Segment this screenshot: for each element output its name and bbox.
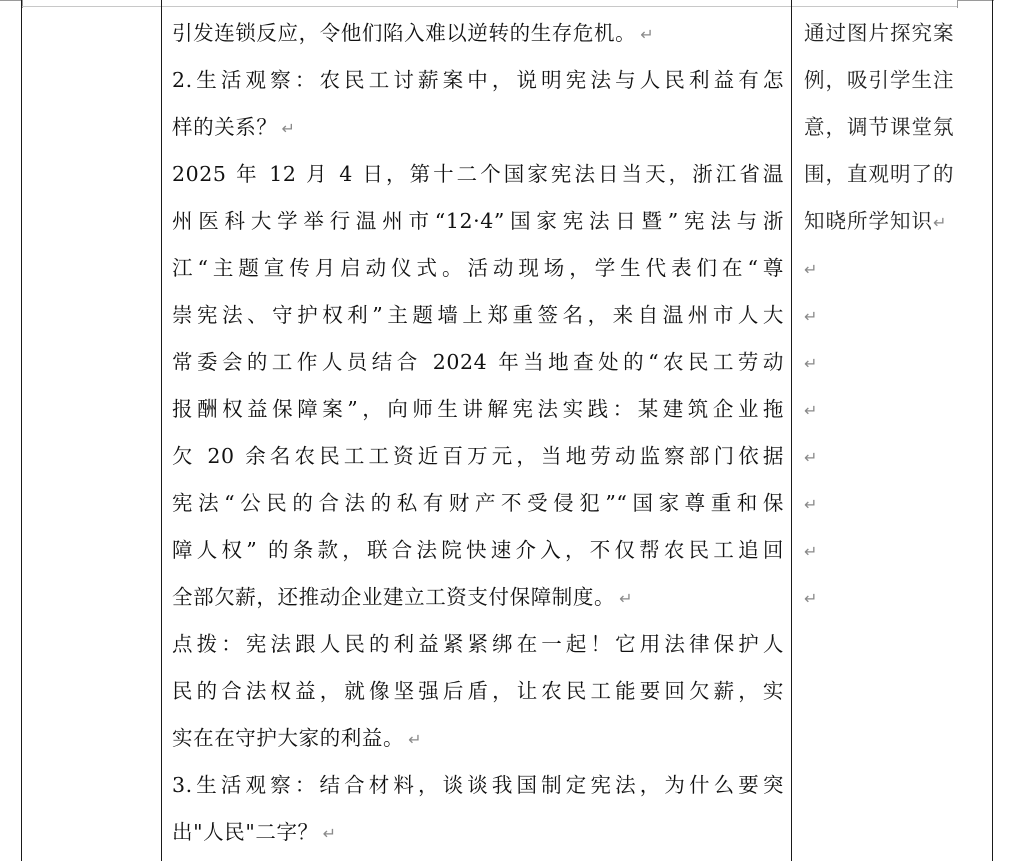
- content-line-text: 引发连锁反应，令他们陷入难以逆转的生存危机。: [172, 21, 637, 45]
- content-line: [172, 527, 784, 574]
- content-line: [172, 10, 784, 57]
- content-line-text: 实在在守护大家的利益。: [172, 726, 405, 750]
- content-line: [172, 715, 784, 762]
- paragraph-return-icon: ↵: [804, 401, 819, 420]
- content-line: [172, 433, 784, 480]
- content-line-text: 2025 年 12 月 4 日，第十二个国家宪法日当天，浙江省温: [172, 162, 784, 186]
- paragraph-return-icon: ↵: [804, 495, 819, 514]
- table-border-right: [992, 0, 993, 861]
- table-divider-1: [161, 0, 162, 861]
- content-line-text: 全部欠薪，还推动企业建立工资支付保障制度。: [172, 585, 616, 609]
- lesson-content-column: [172, 10, 784, 856]
- content-line-text: 点拨：宪法跟人民的利益紧紧绑在一起！它用法律保护人: [172, 632, 784, 656]
- paragraph-return-icon: ↵: [640, 25, 655, 44]
- intent-line: [804, 57, 979, 104]
- paragraph-return-icon: ↵: [804, 354, 819, 373]
- intent-line-text: 知晓所学知识: [804, 209, 933, 233]
- intent-line-text: 围，直观明了的: [804, 162, 955, 186]
- content-line: [172, 151, 784, 198]
- intent-line: [804, 292, 979, 339]
- intent-line: [804, 104, 979, 151]
- paragraph-return-icon: ↵: [408, 730, 423, 749]
- content-line-text: 样的关系？: [172, 115, 278, 139]
- intent-line-text: 例，吸引学生注: [804, 68, 955, 92]
- paragraph-return-icon: ↵: [804, 589, 819, 608]
- paragraph-return-icon: ↵: [322, 824, 337, 843]
- intent-line: [804, 245, 979, 292]
- content-line-text: 江“主题宣传月启动仪式。活动现场，学生代表们在“尊: [172, 256, 784, 280]
- content-line: [172, 668, 784, 715]
- intent-line: [804, 10, 979, 57]
- paragraph-return-icon: ↵: [933, 213, 948, 232]
- content-line-text: 3.生活观察：结合材料，谈谈我国制定宪法，为什么要突: [172, 773, 784, 797]
- content-line-text: 障人权” 的条款，联合法院快速介入，不仅帮农民工追回: [172, 538, 784, 562]
- content-line: [172, 198, 784, 245]
- content-line-text: 民的合法权益，就像坚强后盾，让农民工能要回欠薪，实: [172, 679, 784, 703]
- content-line: [172, 621, 784, 668]
- intent-line-text: 通过图片探究案: [804, 21, 955, 45]
- intent-line: [804, 198, 979, 245]
- intent-line: [804, 151, 979, 198]
- intent-line: [804, 386, 979, 433]
- table-border-left: [21, 0, 22, 861]
- table-corner-left: [0, 0, 23, 8]
- intent-line: [804, 480, 979, 527]
- paragraph-return-icon: ↵: [281, 119, 296, 138]
- table-top-border: [22, 6, 957, 7]
- design-intent-column: [804, 10, 979, 621]
- paragraph-return-icon: ↵: [804, 307, 819, 326]
- paragraph-return-icon: ↵: [804, 542, 819, 561]
- content-line: [172, 386, 784, 433]
- content-line: [172, 104, 784, 151]
- paragraph-return-icon: ↵: [619, 589, 634, 608]
- content-line: [172, 57, 784, 104]
- content-line-text: 崇宪法、守护权利”主题墙上郑重签名，来自温州市人大: [172, 303, 784, 327]
- content-line: [172, 339, 784, 386]
- content-line: [172, 762, 784, 809]
- table-divider-2: [791, 0, 792, 861]
- content-line: [172, 245, 784, 292]
- paragraph-return-icon: ↵: [804, 260, 819, 279]
- table-corner-right: [957, 0, 994, 8]
- content-line: [172, 574, 784, 621]
- intent-line: [804, 433, 979, 480]
- content-line: [172, 809, 784, 856]
- content-line-text: 报酬权益保障案”，向师生讲解宪法实践：某建筑企业拖: [172, 397, 784, 421]
- content-line-text: 宪法“公民的合法的私有财产不受侵犯”“国家尊重和保: [172, 491, 784, 515]
- content-line: [172, 480, 784, 527]
- intent-line: [804, 527, 979, 574]
- content-line-text: 州医科大学举行温州市“12·4”国家宪法日暨”宪法与浙: [172, 209, 784, 233]
- content-line-text: 2.生活观察：农民工讨薪案中，说明宪法与人民利益有怎: [172, 68, 784, 92]
- intent-line: [804, 339, 979, 386]
- intent-line: [804, 574, 979, 621]
- intent-line-text: 意，调节课堂氛: [804, 115, 955, 139]
- paragraph-return-icon: ↵: [804, 448, 819, 467]
- content-line: [172, 292, 784, 339]
- content-line-text: 欠 20 余名农民工工资近百万元，当地劳动监察部门依据: [172, 444, 784, 468]
- content-line-text: 出"人民"二字？: [172, 820, 319, 844]
- content-line-text: 常委会的工作人员结合 2024 年当地查处的“农民工劳动: [172, 350, 784, 374]
